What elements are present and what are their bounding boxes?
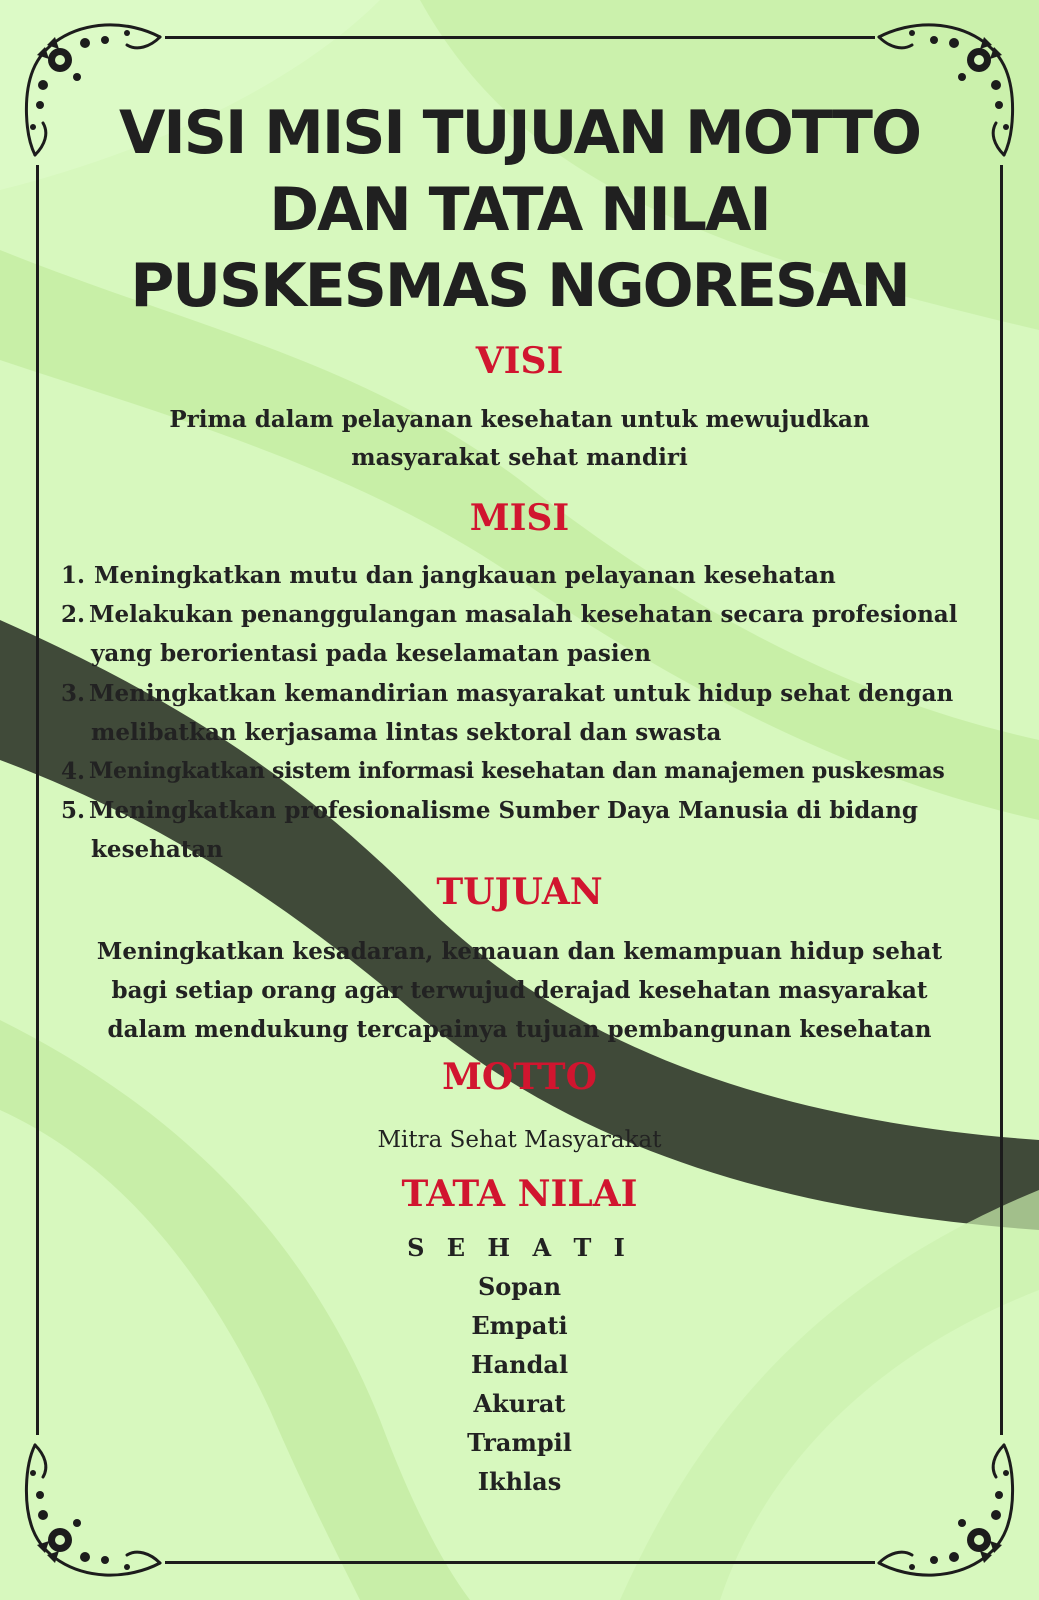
tata-nilai-value: Empati — [471, 1311, 568, 1340]
tata-nilai-acronym: S E H A T I — [407, 1233, 632, 1262]
title-line: PUSKESMAS NGORESAN — [130, 251, 909, 321]
misi-item-number: 5. — [61, 797, 86, 824]
misi-item-text: Meningkatkan kemandirian masyarakat untuk hidup sehat dengan — [89, 680, 954, 707]
visi-line: masyarakat sehat mandiri — [351, 444, 688, 471]
misi-item-number: 2. — [61, 601, 86, 628]
visi-heading: VISI — [475, 340, 564, 382]
tujuan-line: bagi setiap orang agar terwujud derajad kesehatan masyarakat — [111, 977, 928, 1004]
title-line: VISI MISI TUJUAN MOTTO — [119, 98, 920, 168]
misi-item-text: Meningkatkan mutu dan jangkauan pelayanan kesehatan — [94, 562, 836, 589]
title-line: DAN TATA NILAI — [269, 175, 770, 245]
misi-item-text: melibatkan kerjasama lintas sektoral dan swasta — [91, 719, 722, 746]
motto-text: Mitra Sehat Masyarakat — [377, 1127, 662, 1153]
misi-item-text: Meningkatkan profesionalisme Sumber Daya Manusia di bidang — [89, 797, 918, 824]
misi-item-number: 3. — [61, 680, 86, 707]
tata-nilai-heading: TATA NILAI — [401, 1173, 638, 1215]
misi-item-text: Meningkatkan sistem informasi kesehatan dan manajemen puskesmas — [89, 758, 945, 784]
misi-item-number: 4. — [61, 758, 86, 785]
misi-item-text: Melakukan penanggulangan masalah kesehatan secara profesional — [89, 601, 958, 628]
misi-item-number: 1. — [61, 562, 86, 589]
tujuan-line: dalam mendukung tercapainya tujuan pembangunan kesehatan — [107, 1016, 932, 1043]
tata-nilai-value: Ikhlas — [477, 1467, 562, 1496]
misi-item-text: kesehatan — [91, 836, 224, 863]
tujuan-line: Meningkatkan kesadaran, kemauan dan kemampuan hidup sehat — [96, 938, 943, 965]
tata-nilai-value: Trampil — [467, 1428, 572, 1457]
visi-line: Prima dalam pelayanan kesehatan untuk mewujudkan — [169, 406, 870, 433]
misi-heading: MISI — [469, 497, 570, 539]
tujuan-heading: TUJUAN — [436, 871, 603, 913]
misi-item-text: yang berorientasi pada keselamatan pasien — [91, 640, 651, 667]
tata-nilai-value: Sopan — [477, 1272, 562, 1301]
tata-nilai-value: Akurat — [473, 1389, 566, 1418]
motto-heading: MOTTO — [442, 1056, 597, 1098]
tata-nilai-value: Handal — [470, 1350, 569, 1379]
